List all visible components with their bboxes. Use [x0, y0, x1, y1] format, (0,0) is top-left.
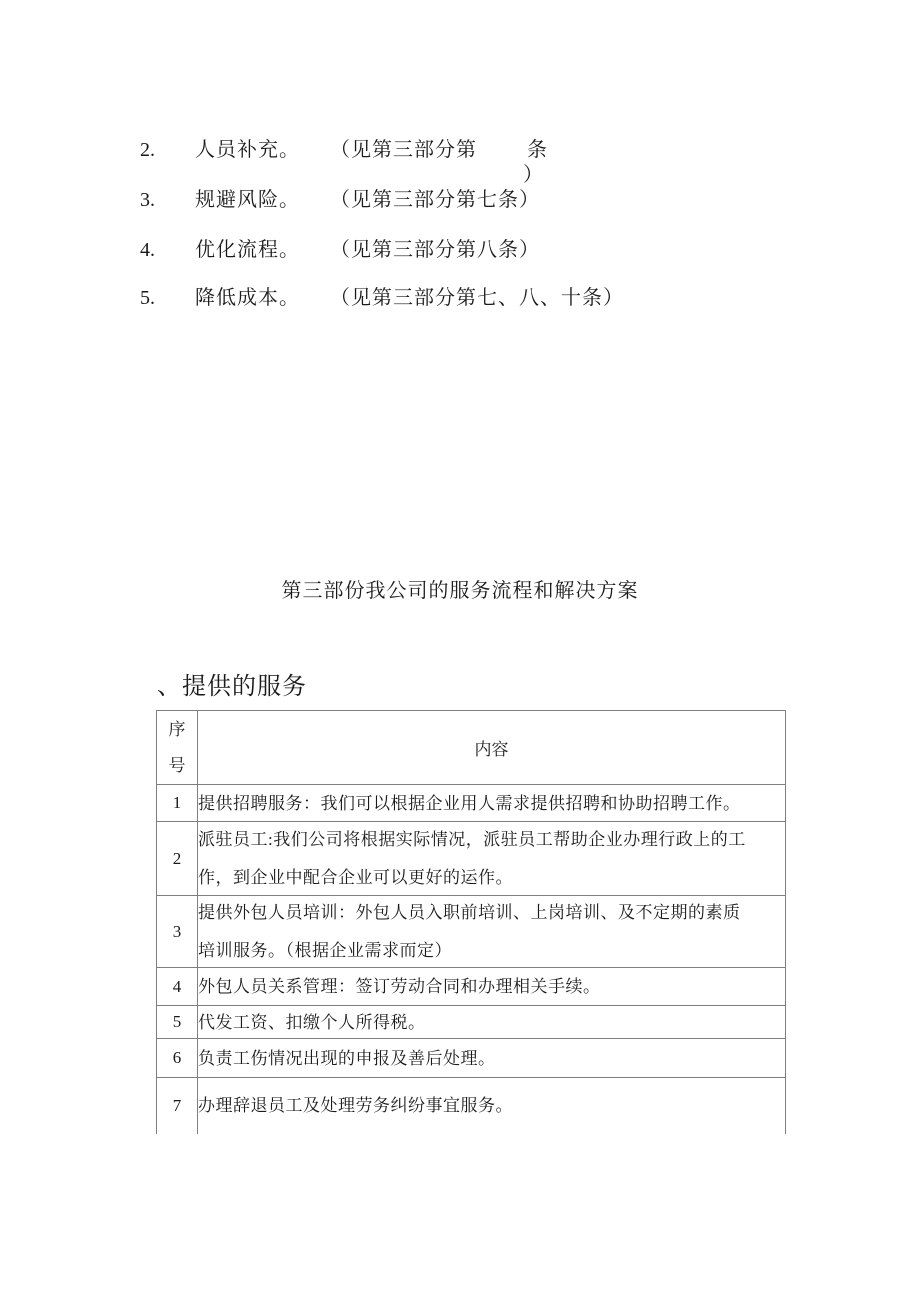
list-item-reference: （见第三部分第七条） — [330, 189, 540, 211]
table-row — [157, 896, 786, 968]
list-item-label: 降低成本。 — [195, 287, 300, 309]
column-header-content: 内容 — [198, 711, 786, 785]
services-table-container — [156, 710, 786, 1134]
list-item-label: 优化流程。 — [195, 239, 300, 261]
list-item — [140, 133, 548, 188]
table-row — [157, 822, 786, 896]
list-item-reference: （见第三部分第七、八、十条） — [330, 287, 624, 309]
row-index: 3 — [157, 896, 198, 968]
list-item-label: 人员补充。 — [195, 139, 300, 161]
list-item — [140, 183, 540, 212]
row-content — [198, 896, 786, 968]
index-header-char: 序 — [168, 719, 186, 739]
row-index: 7 — [157, 1078, 198, 1134]
row-content-line: 作，到企业中配合企业可以更好的运作。 — [198, 868, 513, 887]
column-header-index — [157, 711, 198, 785]
table-row — [157, 1078, 786, 1134]
table-row — [157, 1006, 786, 1039]
row-content — [198, 1078, 786, 1134]
list-item — [140, 281, 624, 310]
reference-prefix: （见第三部分第 — [330, 139, 477, 161]
services-table — [156, 710, 786, 1134]
subsection-heading: 、提供的服务 — [157, 674, 307, 700]
row-content — [198, 822, 786, 896]
reference-close-paren: ） — [523, 164, 544, 186]
list-item-reference — [330, 133, 548, 188]
table-row — [157, 1039, 786, 1078]
index-header-char: 号 — [168, 755, 186, 775]
table-header-row — [157, 711, 786, 785]
row-content-line: 提供招聘服务：我们可以根据企业用人需求提供招聘和协助招聘工作。 — [198, 793, 741, 813]
row-index: 1 — [157, 785, 198, 822]
list-item-reference: （见第三部分第八条） — [330, 239, 540, 261]
row-content-line: 提供外包人员培训：外包人员入职前培训、上岗培训、及不定期的素质 — [198, 903, 741, 922]
row-content — [198, 1039, 786, 1078]
row-content — [198, 968, 786, 1006]
list-item — [140, 233, 540, 262]
row-content-line: 培训服务。（根据企业需求而定） — [198, 941, 452, 960]
list-item-number: 3. — [140, 189, 155, 211]
table-row — [157, 785, 786, 822]
part-title: 第三部份我公司的服务流程和解决方案 — [281, 580, 639, 602]
reference-suffix: 条 — [527, 139, 548, 161]
row-content-line: 办理辞退员工及处理劳务纠纷事宜服务。 — [198, 1096, 513, 1116]
list-item-number: 2. — [140, 139, 155, 161]
row-content-line: 代发工资、扣缴个人所得税。 — [198, 1012, 426, 1032]
row-index: 5 — [157, 1006, 198, 1039]
list-item-label: 规避风险。 — [195, 189, 300, 211]
row-index: 4 — [157, 968, 198, 1006]
row-index: 2 — [157, 822, 198, 896]
list-item-number: 4. — [140, 239, 155, 261]
list-item-number: 5. — [140, 287, 155, 309]
table-row — [157, 968, 786, 1006]
row-index: 6 — [157, 1039, 198, 1078]
row-content — [198, 785, 786, 822]
row-content-line: 外包人员关系管理：签订劳动合同和办理相关手续。 — [198, 977, 601, 996]
row-content-line: 负责工伤情况出现的申报及善后处理。 — [198, 1048, 496, 1068]
row-content-line: 派驻员工:我们公司将根据实际情况，派驻员工帮助企业办理行政上的工 — [198, 830, 746, 849]
row-content — [198, 1006, 786, 1039]
